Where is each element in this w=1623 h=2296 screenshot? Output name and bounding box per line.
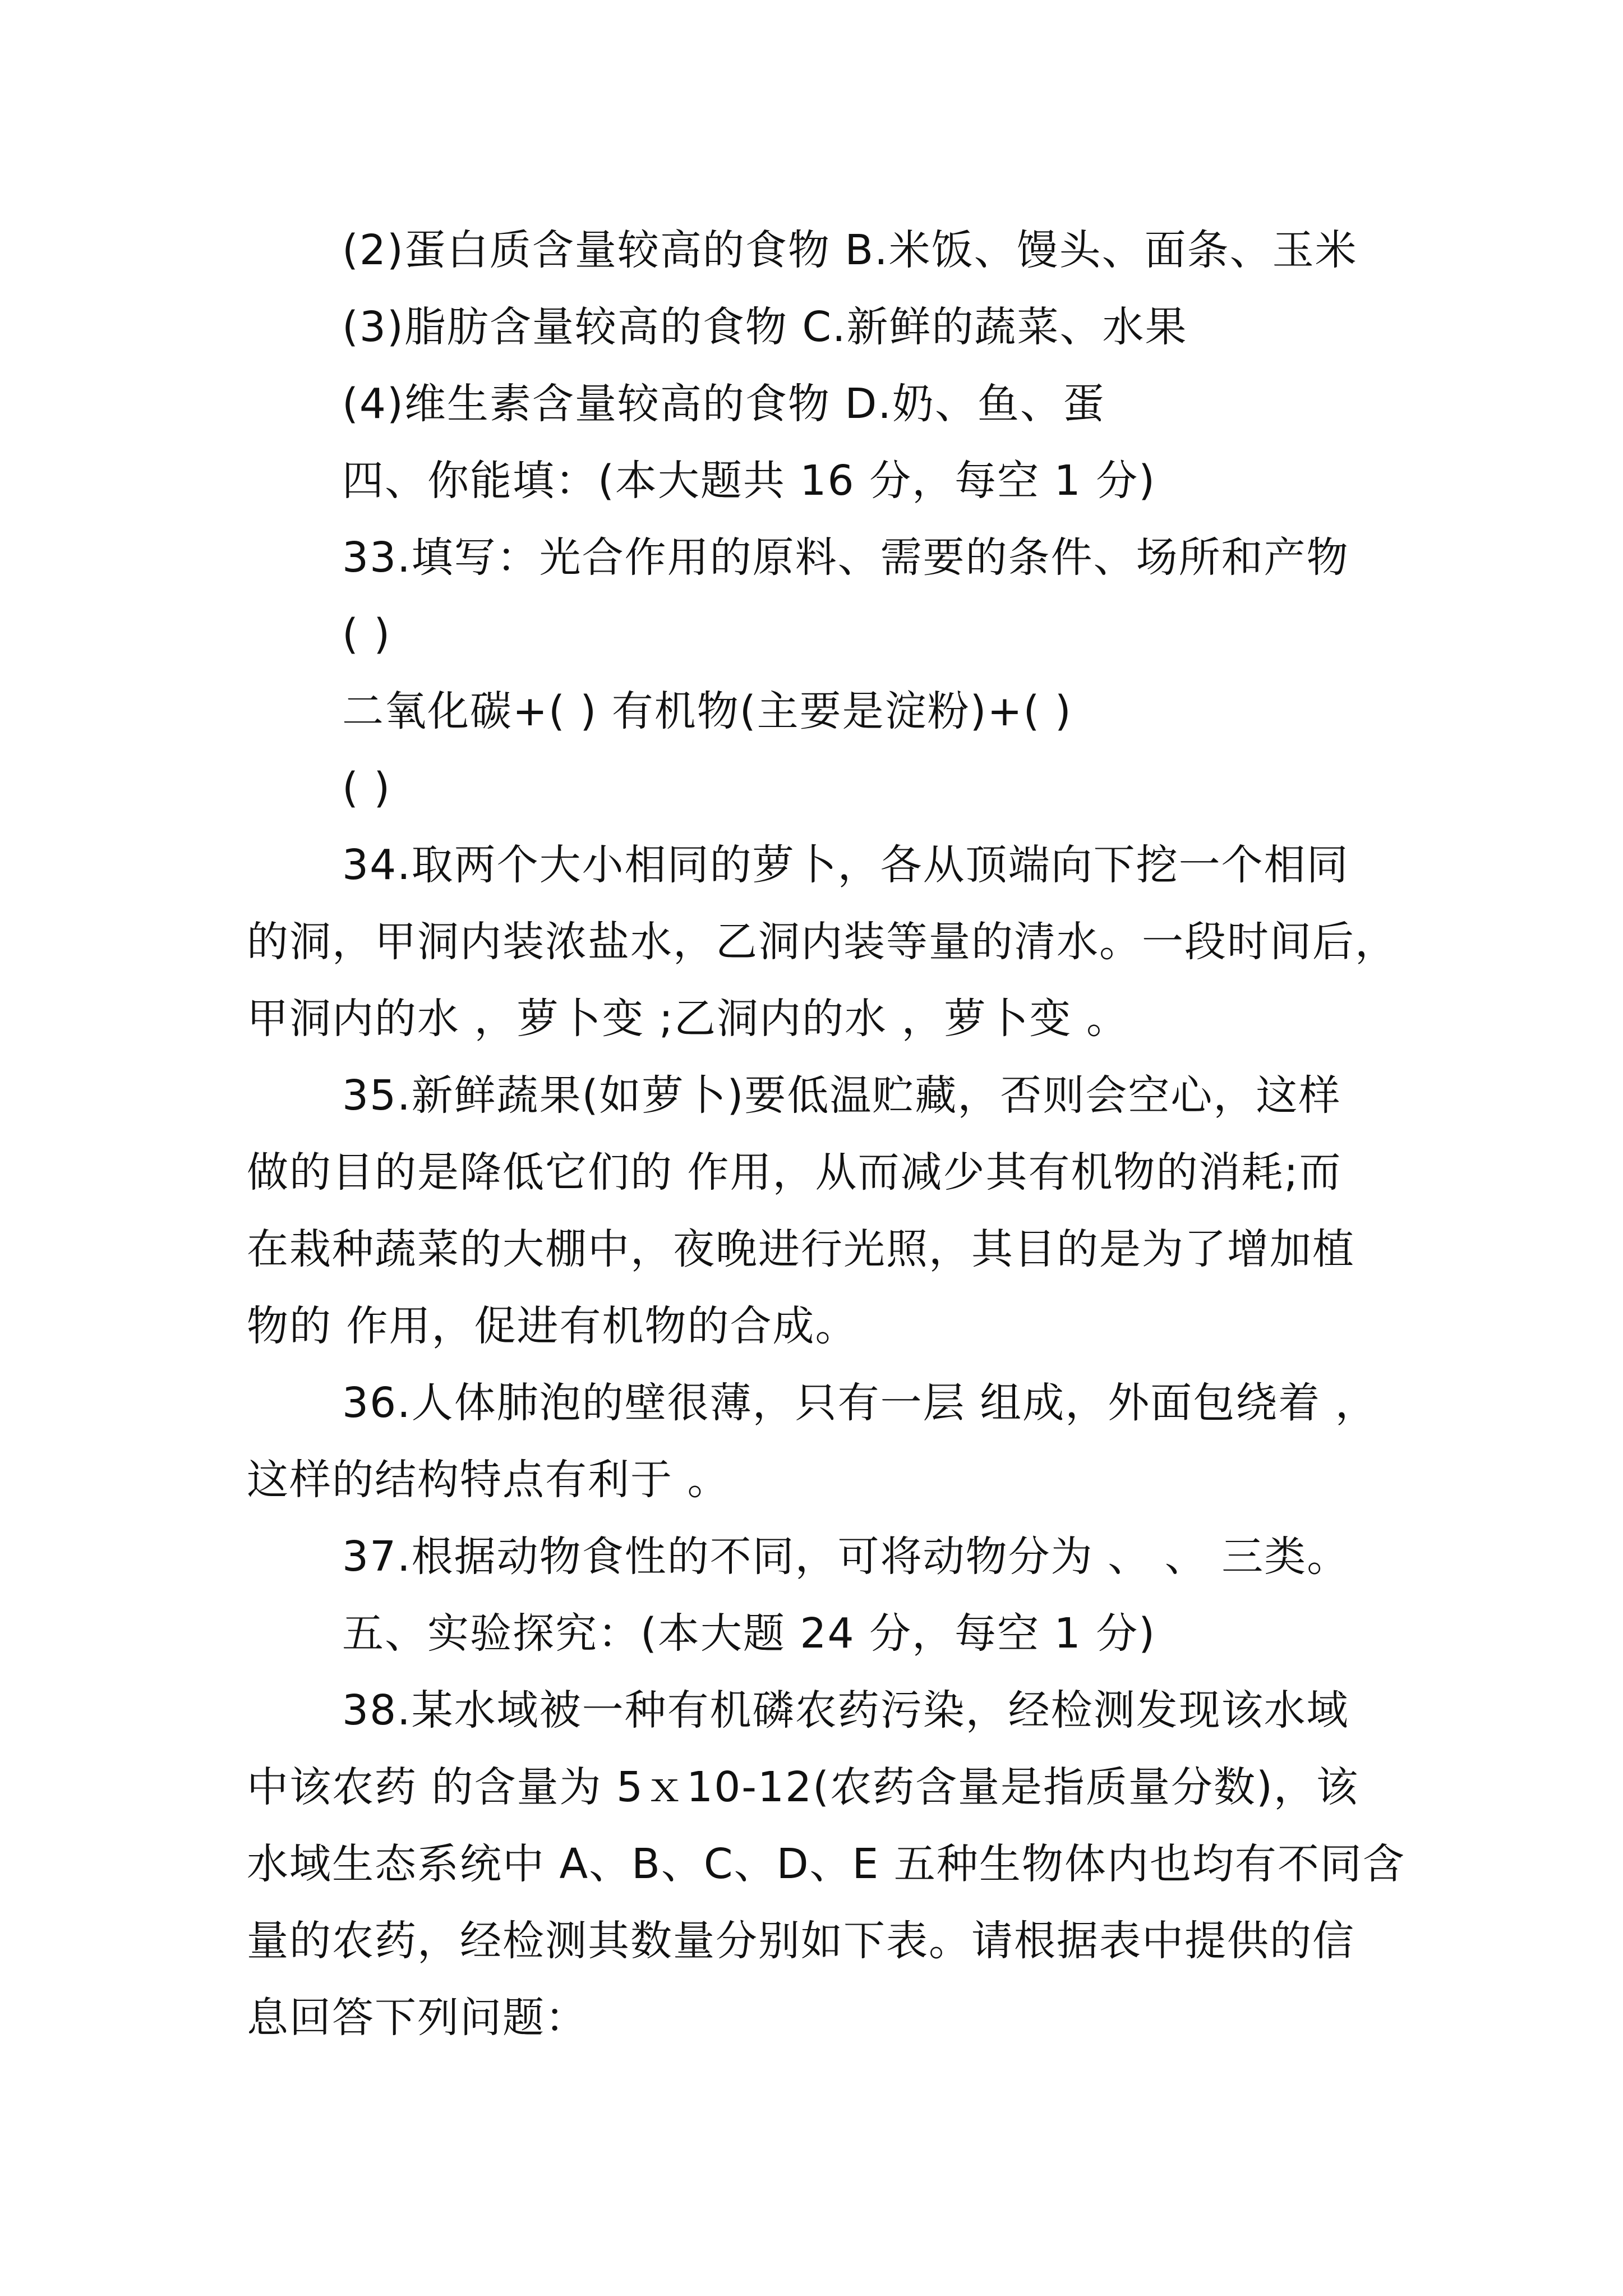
text-line: 二氧化碳+( ) 有机物(主要是淀粉)+( ) [342,687,1072,735]
text-line: 的洞，甲洞内装浓盐水，乙洞内装等量的清水。一段时间后， [247,918,1398,966]
question-line: 36.人体肺泡的壁很薄，只有一层 组成，外面包绕着 ， [342,1379,1378,1427]
text-line: ( ) [342,610,391,659]
text-line: 息回答下列问题： [247,1994,588,2042]
text-line: (2)蛋白质含量较高的食物 B.米饭、馒头、面条、玉米 [342,226,1358,274]
text-line: 在栽种蔬菜的大棚中，夜晚进行光照，其目的是为了增加植 [247,1225,1355,1273]
section-heading: 四、你能填：(本大题共 16 分，每空 1 分) [342,457,1156,505]
text-line: ( ) [342,764,391,812]
text-line: 做的目的是降低它们的 作用，从而减少其有机物的消耗;而 [247,1148,1342,1197]
text-line: (4)维生素含量较高的食物 D.奶、鱼、蛋 [342,380,1105,428]
text-line: 中该农药 的含量为 5ｘ10-12(农药含量是指质量分数)，该 [247,1763,1359,1811]
question-line: 35.新鲜蔬果(如萝卜)要低温贮藏，否则会空心，这样 [342,1071,1341,1120]
section-heading: 五、实验探究：(本大题 24 分，每空 1 分) [342,1609,1156,1658]
document-body [247,212,1615,2056]
text-line: (3)脂肪含量较高的食物 C.新鲜的蔬菜、水果 [342,303,1188,351]
text-line: 物的 作用，促进有机物的合成。 [247,1302,858,1350]
question-line: 34.取两个大小相同的萝卜，各从顶端向下挖一个相同 [342,841,1349,889]
question-line: 33.填写：光合作用的原料、需要的条件、场所和产物 [342,533,1349,582]
text-line: 甲洞内的水 ，萝卜变 ;乙洞内的水 ，萝卜变 。 [247,995,1129,1043]
text-line: 这样的结构特点有利于 。 [247,1456,730,1504]
text-line: 量的农药，经检测其数量分别如下表。请根据表中提供的信 [247,1917,1355,1965]
question-line: 38.某水域被一种有机磷农药污染，经检测发现该水域 [342,1686,1349,1734]
text-line: 水域生态系统中 A、B、C、D、E 五种生物体内也均有不同含 [247,1840,1405,1888]
question-line: 37.根据动物食性的不同，可将动物分为 、 、 三类。 [342,1533,1350,1581]
